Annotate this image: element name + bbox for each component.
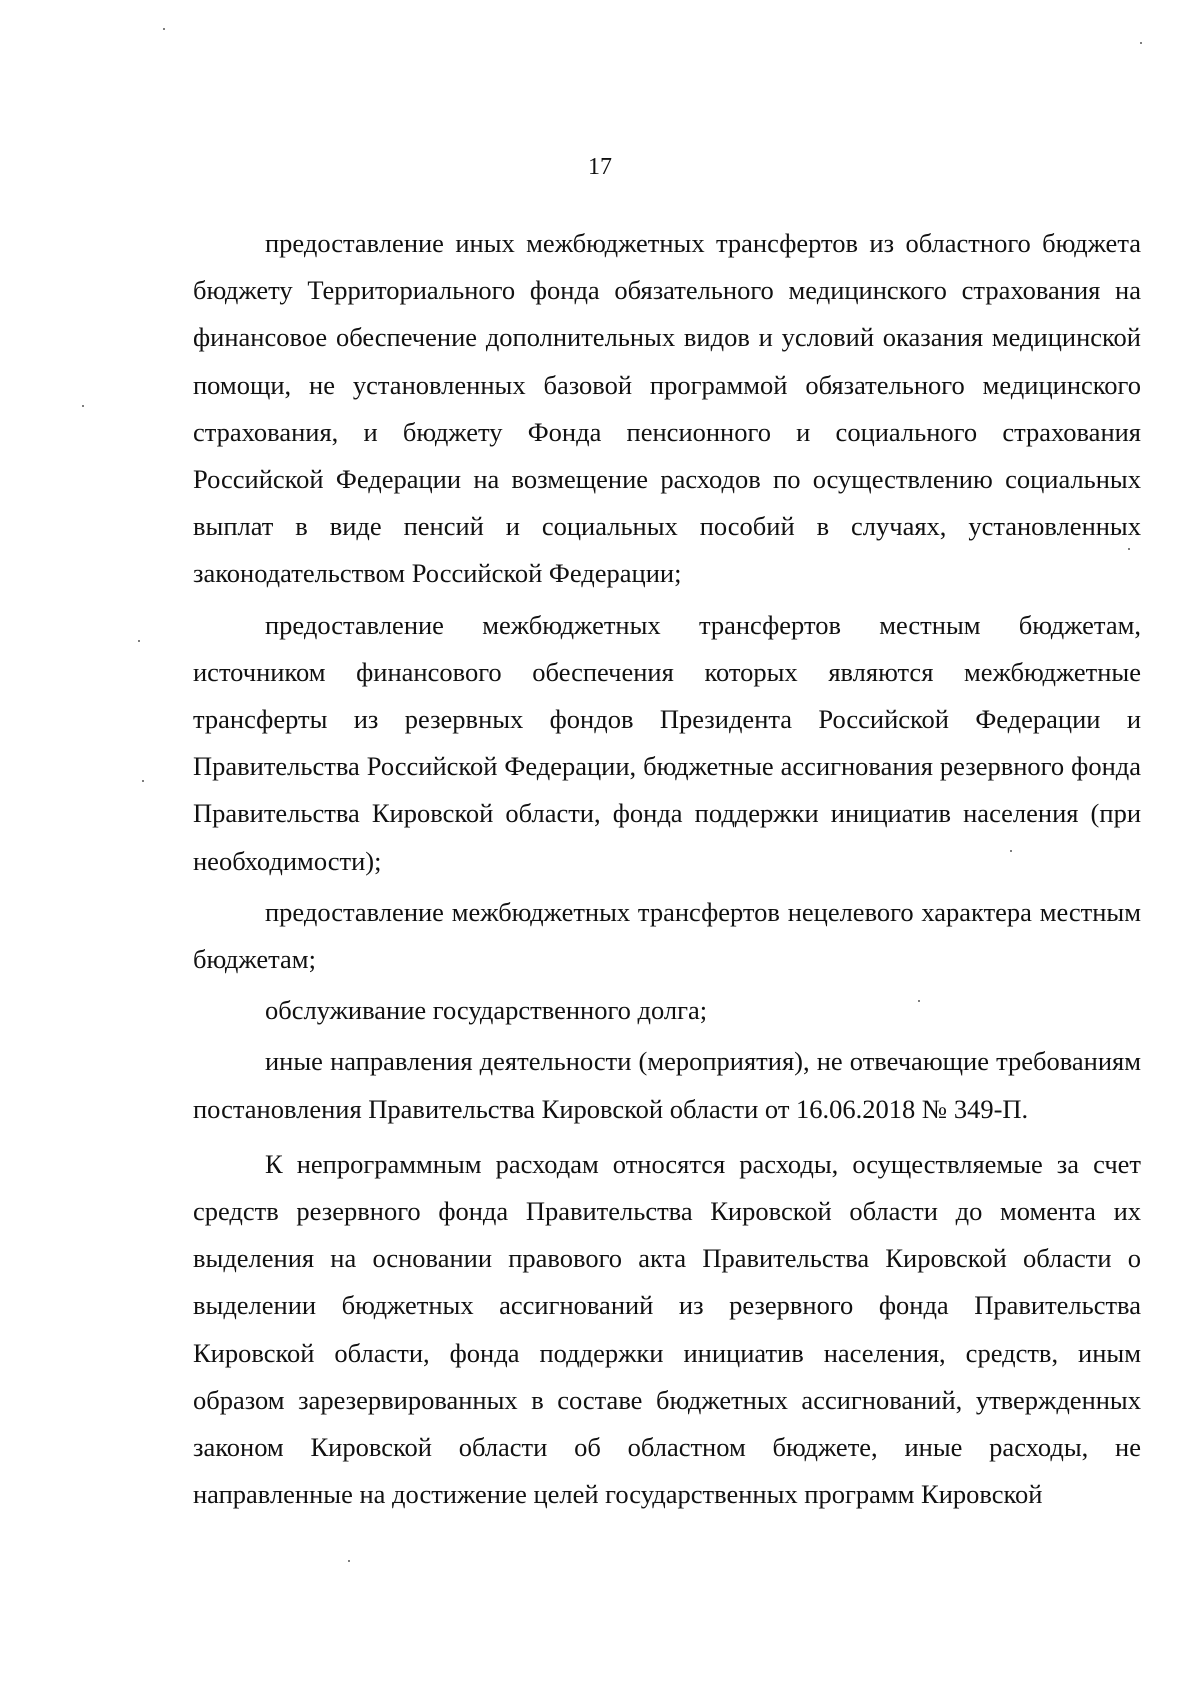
scan-speck — [82, 405, 84, 407]
scan-speck — [348, 1560, 350, 1562]
page-number: 17 — [588, 154, 612, 180]
scan-speck — [1140, 42, 1142, 44]
paragraph-non-program-expenses: К непрограммным расходам относятся расходы, осуществляемые за счет средств резервного фонда Правительства Кировской области до момента их выделения на основании правового акта Правительства Кировской области о выделении бюджетных ассигнований из резервного фонда Правительства Кировской области, фонда поддержки инициатив населения, средств, иным образом зарезервированных в составе бюджетных ассигнований, утвержденных законом Кировской области об областном бюджете, иные расходы, не направленные на достижение целей государственных программ Кировской — [193, 1148, 1141, 1510]
paragraph-state-debt-service: обслуживание государственного долга; — [265, 995, 708, 1026]
paragraph-transfers-to-funds: предоставление иных межбюджетных трансфертов из областного бюджета бюджету Территориального фонда обязательного медицинского страхования на финансовое обеспечение дополнительных видов и условий оказания медицинской помощи, не установленных базовой программой обязательного медицинского страхования, и бюджету Фонда пенсионного и социального страхования Российской Федерации на возмещение расходов по осуществлению социальных выплат в виде пенсий и социальных пособий в случаях, установленных законодательством Российской Федерации; — [193, 228, 1141, 589]
scan-speck — [1010, 850, 1012, 852]
paragraph-other-activities: иные направления деятельности (мероприятия), не отвечающие требованиям постановления Правительства Кировской области от 16.06.2018 № 349-П. — [193, 1046, 1141, 1124]
scan-speck — [142, 780, 144, 782]
scan-speck — [918, 1000, 920, 1002]
scan-speck — [1128, 548, 1130, 550]
scan-speck — [163, 28, 165, 30]
paragraph-transfers-to-local-budgets: предоставление межбюджетных трансфертов местным бюджетам, источником финансового обеспечения которых являются межбюджетные трансферты из резервных фондов Президента Российской Федерации и Правительства Российской Федерации, бюджетные ассигнования резервного фонда Правительства Кировской области, фонда поддержки инициатив населения (при необходимости); — [193, 609, 1141, 876]
paragraph-non-targeted-transfers: предоставление межбюджетных трансфертов нецелевого характера местным бюджетам; — [193, 896, 1141, 975]
scan-speck — [138, 640, 140, 642]
document-body — [193, 220, 1141, 1518]
